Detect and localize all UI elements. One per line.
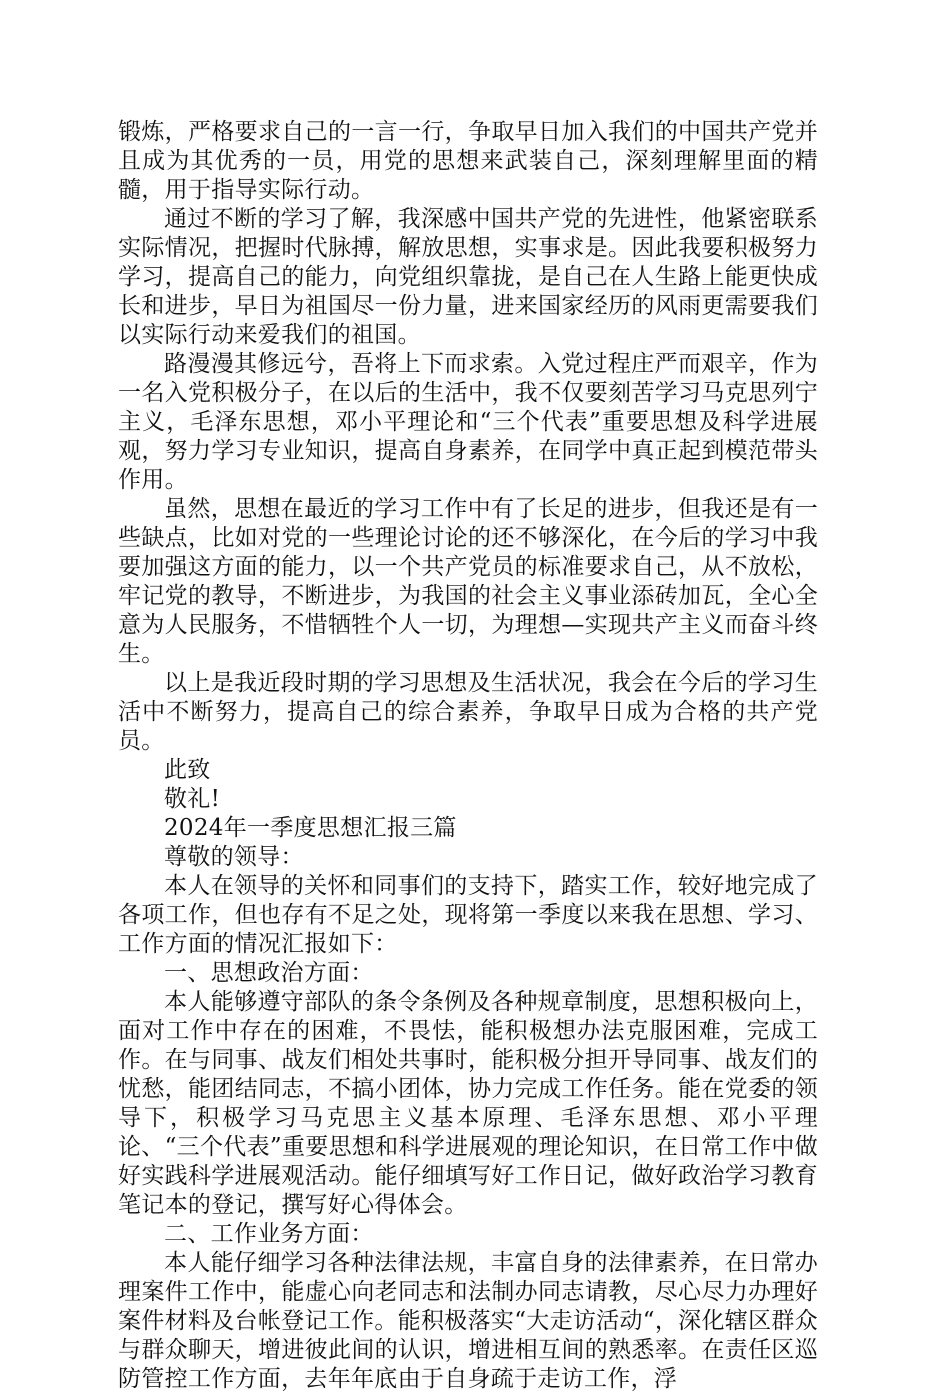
paragraph-1: 锻炼，严格要求自己的一言一行，争取早日加入我们的中国共产党并且成为其优秀的一员，用党的思想来武装自己，深刻理解里面的精髓，用于指导实际行动。 [118, 119, 818, 203]
paragraph-work: 本人能仔细学习各种法律法规，丰富自身的法律素养，在日常办理案件工作中，能虚心向老同志和法制办同志请教，尽心尽力办理好案件材料及台帐登记工作。能积极落实“大走访活动“，深化辖区群众与群众聊天，增进彼此间的认识，增进相互间的熟悉率。在责任区巡防管控工作方面，去年年底由于自身疏于走访工作，浮 [118, 1250, 818, 1392]
paragraph-political: 本人能够遵守部队的条令条例及各种规章制度，思想积极向上，面对工作中存在的困难，不畏怯，能积极想办法克服困难，完成工作。在与同事、战友们相处共事时，能积极分担开导同事、战友们的忧愁，能团结同志，不搞小团体，协力完成工作任务。能在党委的领导下，积极学习马克思主义基本原理、毛泽东思想、邓小平理论、“三个代表”重要思想和科学进展观的理论知识，在日常工作中做好实践科学进展观活动。能仔细填写好工作日记，做好政治学习教育笔记本的登记，撰写好心得体会。 [118, 989, 818, 1218]
paragraph-4: 虽然，思想在最近的学习工作中有了长足的进步，但我还是有一些缺点，比如对党的一些理论讨论的还不够深化，在今后的学习中我要加强这方面的能力，以一个共产党员的标准要求自己，从不放松，牢记党的教导，不断进步，为我国的社会主义事业添砖加瓦，全心全意为人民服务，不惜牺牲个人一切，为理想—实现共产主义而奋斗终生。 [118, 496, 818, 667]
paragraph-5: 以上是我近段时期的学习思想及生活状况，我会在今后的学习生活中不断努力，提高自己的综合素养，争取早日成为合格的共产党员。 [118, 670, 818, 754]
section-title: 2024年一季度思想汇报三篇 [164, 815, 457, 841]
closing-salutation: 此致 [164, 757, 211, 783]
paragraph-intro: 本人在领导的关怀和同事们的支持下，踏实工作，较好地完成了各项工作，但也存有不足之处，现将第一季度以来我在思想、学习、工作方面的情况汇报如下： [118, 873, 818, 957]
heading-political: 一、思想政治方面： [164, 960, 374, 986]
paragraph-2: 通过不断的学习了解，我深感中国共产党的先进性，他紧密联系实际情况，把握时代脉搏，解放思想，实事求是。因此我要积极努力学习，提高自己的能力，向党组织靠拢，是自己在人生路上能更快成长和进步，早日为祖国尽一份力量，进来国家经历的风雨更需要我们以实际行动来爱我们的祖国。 [118, 206, 818, 348]
document-page [118, 118, 818, 1394]
closing-regards: 敬礼! [164, 786, 221, 812]
greeting: 尊敬的领导： [164, 844, 304, 870]
heading-work: 二、工作业务方面： [164, 1221, 374, 1247]
paragraph-3: 路漫漫其修远兮，吾将上下而求索。入党过程庄严而艰辛，作为一名入党积极分子，在以后的生活中，我不仅要刻苦学习马克思列宁主义，毛泽东思想，邓小平理论和“三个代表”重要思想及科学进展观，努力学习专业知识，提高自身素养，在同学中真正起到模范带头作用。 [118, 351, 818, 493]
